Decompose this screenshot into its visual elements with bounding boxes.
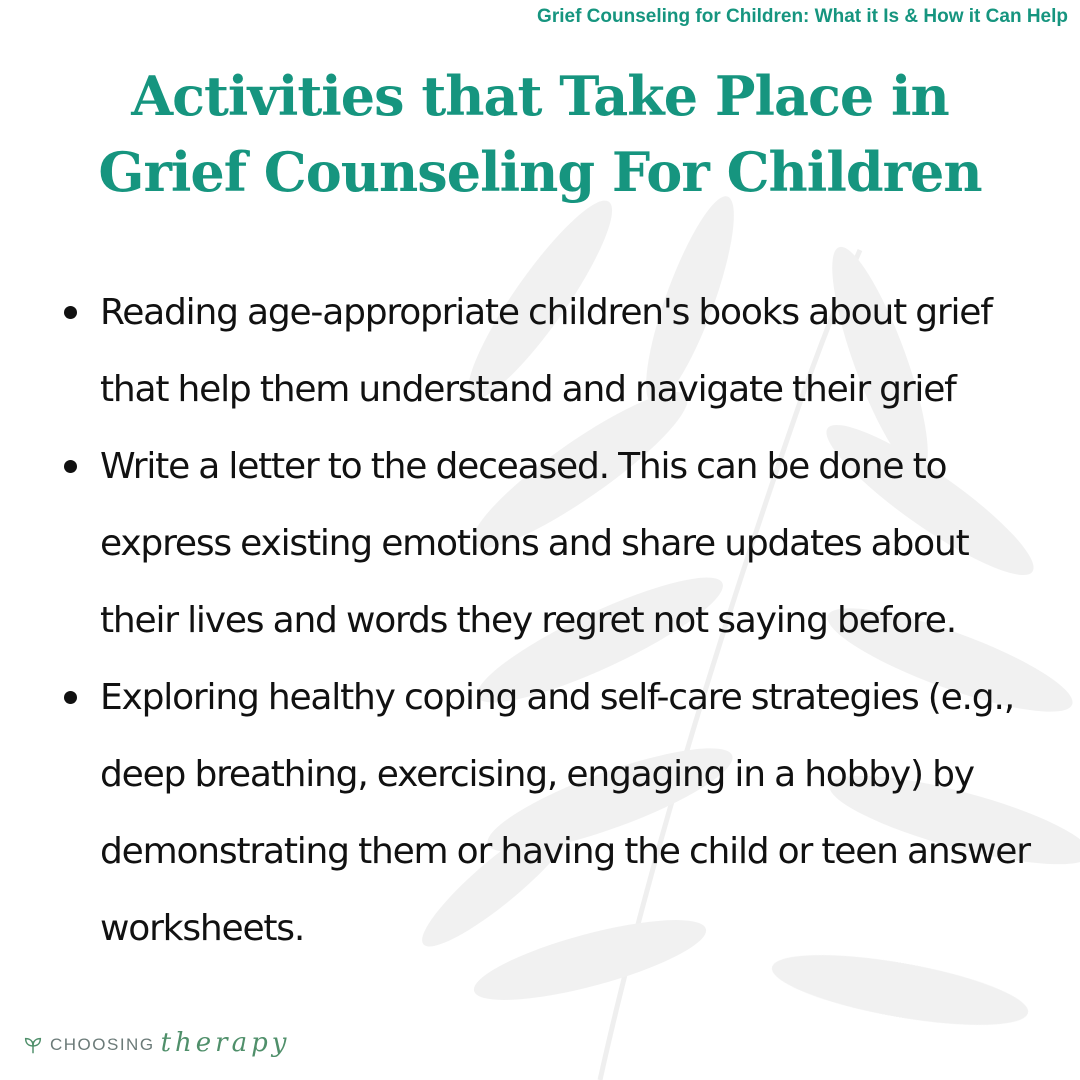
- list-item-text: Exploring healthy coping and self-care strategies (e.g., deep breathing, exercising, engaging in a hobby) by demonstrating them or having the child or teen answer worksheets.: [100, 677, 1030, 949]
- bullet-dot-icon: [64, 691, 77, 704]
- logo-word-therapy: therapy: [160, 1028, 291, 1058]
- leaf-icon: [22, 1034, 44, 1056]
- page-title: [0, 58, 1080, 210]
- list-item: [60, 274, 1050, 428]
- list-item-text: Write a letter to the deceased. This can be done to express existing emotions and share updates about their lives and words they regret not saying before.: [100, 446, 969, 641]
- list-item-text: Reading age-appropriate children's books about grief that help them understand and navigate their grief: [100, 292, 992, 410]
- bullet-dot-icon: [64, 306, 77, 319]
- logo-word-choosing: CHOOSING: [50, 1035, 155, 1054]
- list-item: [60, 428, 1050, 659]
- page-title-line1: Activities that Take Place in: [131, 64, 949, 128]
- page-title-line2: Grief Counseling For Children: [98, 140, 982, 204]
- bullet-dot-icon: [64, 460, 77, 473]
- activities-list: [60, 274, 1050, 967]
- list-item: [60, 659, 1050, 967]
- article-caption: Grief Counseling for Children: What it Is & How it Can Help: [537, 6, 1068, 27]
- brand-logo: [22, 1030, 290, 1060]
